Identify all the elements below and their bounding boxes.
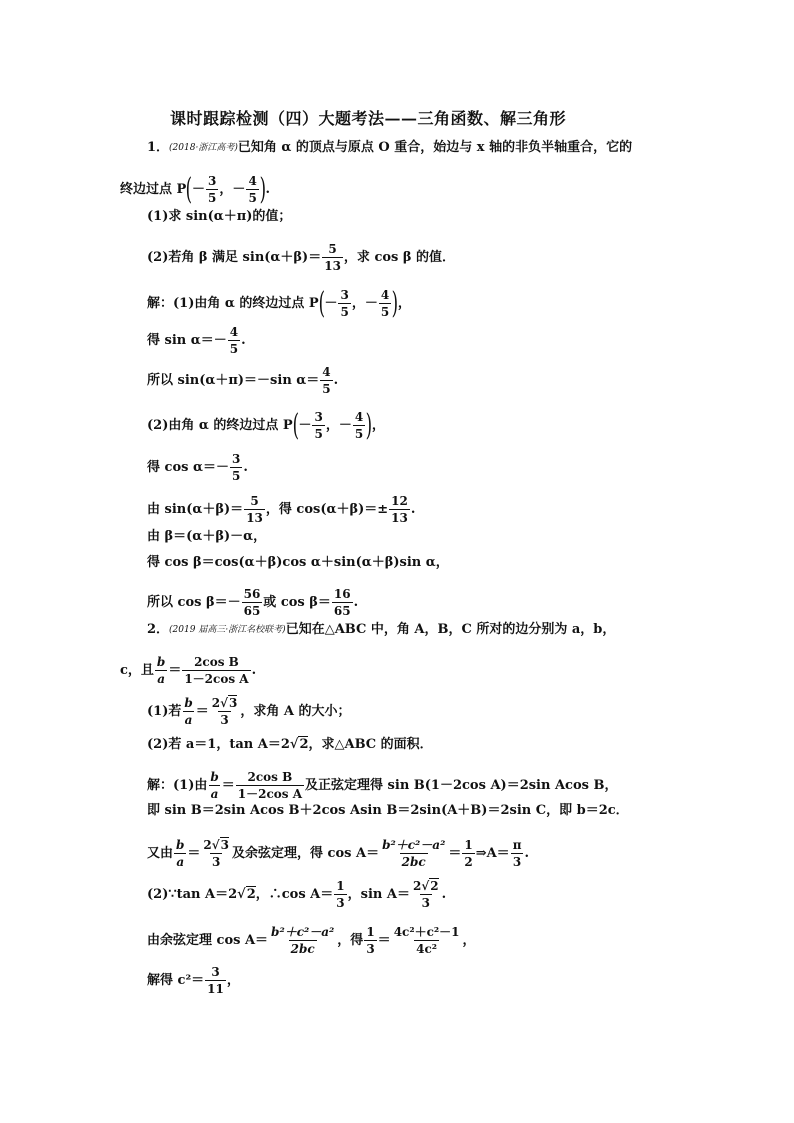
q1-solution-so1: 所以 sin(α＋π)＝－sin α＝ 4 5 . [147, 365, 339, 396]
q2-stem-line1: 2． (2019 届高三·浙江名校联考) 已知在△ABC 中，角 A，B，C 所对的边分别为 a，b， [147, 622, 616, 637]
document-title: 课时跟踪检测（四）大题考法——三角函数、解三角形 [170, 109, 567, 128]
q1-solution-cos: 得 cos α＝－ 3 5 . [147, 452, 248, 483]
q2-stem-line2: c，且 b a ＝ 2cos B 1－2cos A . [120, 655, 257, 686]
q1-solution-part2: (2)由角 α 的终边过点 P ( － 3 5 ， － 4 5 ) ， [147, 407, 385, 443]
q2-solution-line6: 解得 c²＝ 3 11 ， [147, 965, 240, 996]
q2-solution-line4: (2)∵tan A＝2 √ 2 ，∴cos A＝ 1 3 ，sin A＝ 2√2 3 . [147, 879, 447, 910]
q1-px-fraction: 3 5 [208, 174, 217, 205]
q2-solution-line2: 即 sin B＝2sin Acos B＋2cos Asin B＝2sin(A＋B)＝2sin C，即 b＝2c． [147, 803, 629, 818]
q1-part1: (1)求 sin(α＋π)的值； [147, 209, 292, 224]
q2-solution-line5: 由余弦定理 cos A＝ b²＋c²－a² 2bc ，得 1 3 ＝ 4c²＋c²－1 4c² ， [147, 925, 476, 956]
q2-solution-line3: 又由 b a ＝ 2√3 3 及余弦定理，得 cos A＝ b²＋c²－a² 2bc ＝ 1 2 ⇒A＝ π 3 . [147, 838, 530, 869]
q1-solution-final: 所以 cos β＝－ 56 65 或 cos β＝ 16 65 . [147, 587, 359, 618]
q1-stem-line2: 终边过点 P ( － 3 5 ， － 4 5 ) . [120, 171, 271, 207]
q1-stem-line1 [147, 140, 632, 156]
q2-solution-line1: 解：(1)由 b a ＝ 2cos B 1－2cos A 及正弦定理得 sin B(1－2cos A)＝2sin Acos B， [147, 770, 618, 801]
q1-solution-line1: 解：(1)由角 α 的终边过点 P ( － 3 5 ， － 4 5 ) ， [147, 285, 411, 321]
q2-part2: (2)若 a＝1，tan A＝2 √ 2 ，求△ABC 的面积． [147, 736, 433, 752]
q2-source: (2019 届高三·浙江名校联考) [169, 625, 286, 635]
q1-solution-beta: 由 β＝(α＋β)－α， [147, 529, 267, 544]
q2-number: 2． [147, 622, 170, 637]
q2-part1: (1)若 b a ＝ 2√3 3 ，求角 A 的大小； [147, 696, 351, 727]
q1-part2-fraction: 5 13 [324, 242, 341, 273]
q1-py-fraction: 4 5 [248, 174, 257, 205]
q1-stem-text-a: 已知角 α 的顶点与原点 O 重合，始边与 x 轴的非负半轴重合，它的 [237, 140, 633, 155]
q1-source: (2018·浙江高考) [169, 143, 238, 153]
q1-solution-sin: 得 sin α＝－ 4 5 . [147, 325, 246, 356]
q1-solution-by: 由 sin(α＋β)＝ 5 13 ，得 cos(α＋β)＝± $\frac{12}{13}$ . [147, 494, 416, 525]
q1-part2: (2)若角 β 满足 sin(α＋β)＝ 5 13 ，求 cos β 的值． [147, 242, 456, 273]
q1-number: 1． [147, 140, 170, 155]
q1-solution-cosb: 得 cos β＝cos(α＋β)cos α＋sin(α＋β)sin α， [147, 555, 449, 570]
q1-stem-text-b: 终边过点 P [120, 181, 187, 197]
